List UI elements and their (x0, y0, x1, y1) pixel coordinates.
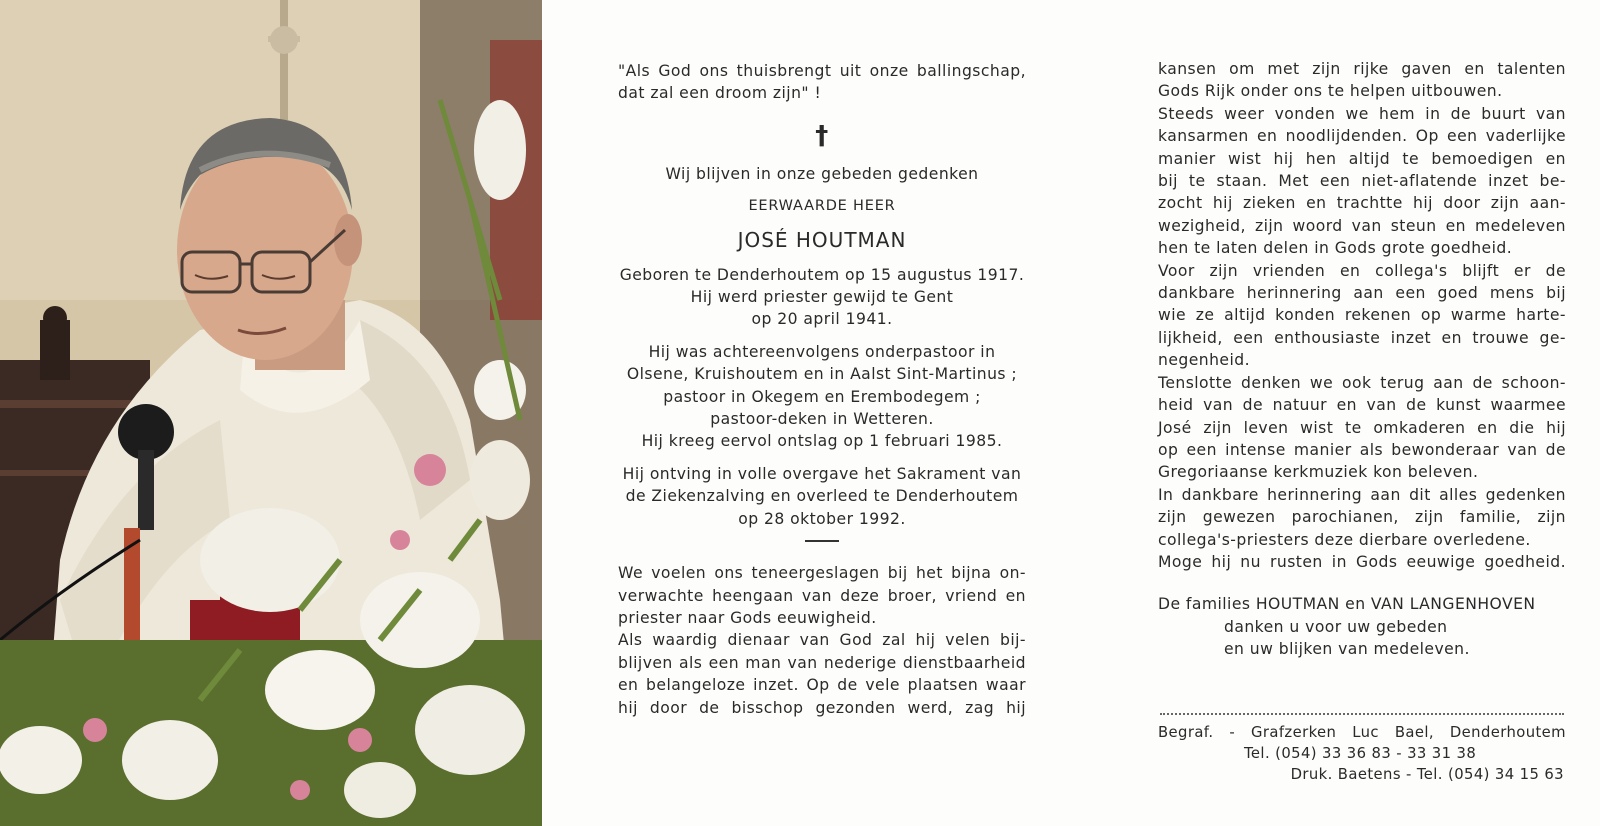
tribute-line: bij te staan. Met een niet-aflatende inzet be- (1158, 172, 1566, 191)
born-line-3: op 20 april 1941. (751, 310, 893, 329)
tribute-line: kansen om met zijn rijke gaven en talenten (1158, 60, 1566, 78)
born-line-1: Geboren te Denderhoutem op 15 augustus 1917. (619, 265, 1025, 284)
career-line-1: Hij was achtereenvolgens onderpastoor in (648, 342, 996, 361)
tribute-line: lijkheid, een enthousiaste inzet en trouwe ge- (1158, 328, 1566, 347)
families-line-2: danken u voor uw gebeden (1224, 617, 1448, 636)
career-line-4: pastoor-deken in Wetteren. (710, 410, 934, 429)
quote-line-2: dat zal een droom zijn" ! (618, 84, 822, 103)
tribute-line: heid van de natuur en van de kunst waarmee (1158, 396, 1566, 415)
cross-icon: † (815, 120, 829, 151)
tribute-line: verwachte heengaan van deze broer, vriend en (618, 586, 1026, 605)
tribute-line: Gods Rijk onder ons te helpen uitbouwen. (1158, 82, 1503, 101)
birth-block (618, 264, 1026, 331)
career-block (618, 341, 1026, 453)
tribute-line: wezigheid, zijn woord van steun en medeleven (1158, 216, 1566, 235)
memorial-photo (0, 0, 542, 826)
tribute-line: negenheid. (1158, 351, 1251, 370)
tribute-line: Moge hij nu rusten in Gods eeuwige goedheid. (1158, 552, 1566, 571)
families-line-1: De families HOUTMAN en VAN LANGENHOVEN (1158, 595, 1536, 614)
divider (805, 540, 839, 542)
tribute-line: hij door de bisschop gezonden werd, zag hij (618, 698, 1026, 717)
printer-footer (1158, 722, 1566, 785)
tribute-line: manier wist hij hen altijd te bemoedigen en (1158, 149, 1566, 168)
death-line-2: de Ziekenzalving en overleed te Denderhoutem (625, 487, 1019, 506)
death-line-3: op 28 oktober 1992. (738, 509, 906, 528)
tribute-line: Steeds weer vonden we hem in de buurt van (1158, 104, 1566, 123)
honorific: EERWAARDE HEER (748, 198, 896, 215)
career-line-3: pastoor in Okegem en Erembodegem ; (663, 387, 981, 406)
families-line-3: en uw blijken van medeleven. (1224, 640, 1470, 659)
tribute-line: In dankbare herinnering aan dit alles gedenken (1158, 485, 1566, 504)
tribute-line: Voor zijn vrienden en collega's blijft er de (1158, 261, 1566, 280)
tribute-text-middle (618, 562, 1026, 719)
death-block (618, 463, 1026, 530)
tribute-line: en belangeloze inzet. Op de vele plaatsen waar (618, 676, 1026, 695)
deceased-name: JOSÉ HOUTMAN (737, 227, 907, 252)
card-right-column (1158, 58, 1566, 661)
tribute-line: blijven als een man van nederige dienstbaarheid (618, 653, 1026, 672)
priest-portrait (0, 0, 542, 826)
tribute-line: zijn gewezen parochianen, zijn familie, zijn (1158, 508, 1566, 527)
tribute-line: hen te laten delen in Gods grote goedheid. (1158, 239, 1513, 258)
tribute-line: op een intense manier als bewonderaar van de (1158, 440, 1566, 459)
tribute-line: Tenslotte denken we ook terug aan de schoon- (1158, 373, 1566, 392)
footer-line-1: Begraf. - Grafzerken Luc Bael, Denderhoutem (1158, 724, 1566, 741)
tribute-text-right (1158, 58, 1566, 573)
career-line-2: Olsene, Kruishoutem en in Aalst Sint-Martinus ; (626, 365, 1018, 384)
family-signature (1158, 593, 1566, 660)
tribute-line: José zijn leven wist te omkaderen en die hij (1158, 418, 1566, 437)
tribute-line: zocht hij zieken en trachtte hij door zijn aan- (1158, 194, 1566, 213)
tribute-line: wie ze altijd konden rekenen op warme harte- (1158, 306, 1566, 325)
dotted-divider (1160, 713, 1564, 715)
tribute-line: dankbare herinnering aan een goed mens bij (1158, 284, 1566, 303)
tribute-line: kansarmen en noodlijdenden. Op een vaderlijke (1158, 127, 1566, 146)
tribute-line: priester naar Gods eeuwigheid. (618, 608, 877, 627)
quote-line-1: "Als God ons thuisbrengt uit onze ballingschap, (618, 62, 1026, 80)
career-line-5: Hij kreeg eervol ontslag op 1 februari 1985. (641, 432, 1003, 451)
death-line-1: Hij ontving in volle overgave het Sakrament van (622, 464, 1022, 483)
footer-line-3: Druk. Baetens - Tel. (054) 34 15 63 (1290, 766, 1564, 783)
tribute-line: collega's-priesters deze dierbare overledene. (1158, 530, 1531, 549)
tribute-line: We voelen ons teneergeslagen bij het bijna on- (618, 564, 1026, 583)
footer-line-2: Tel. (054) 33 36 83 - 33 31 38 (1244, 745, 1477, 762)
tribute-line: Als waardig dienaar van God zal hij velen bij- (618, 631, 1026, 650)
card-middle-column (618, 58, 1026, 719)
tribute-line: Gregoriaanse kerkmuziek kon beleven. (1158, 463, 1479, 482)
born-line-2: Hij werd priester gewijd te Gent (690, 288, 954, 307)
remember-line: Wij blijven in onze gebeden gedenken (665, 164, 979, 183)
